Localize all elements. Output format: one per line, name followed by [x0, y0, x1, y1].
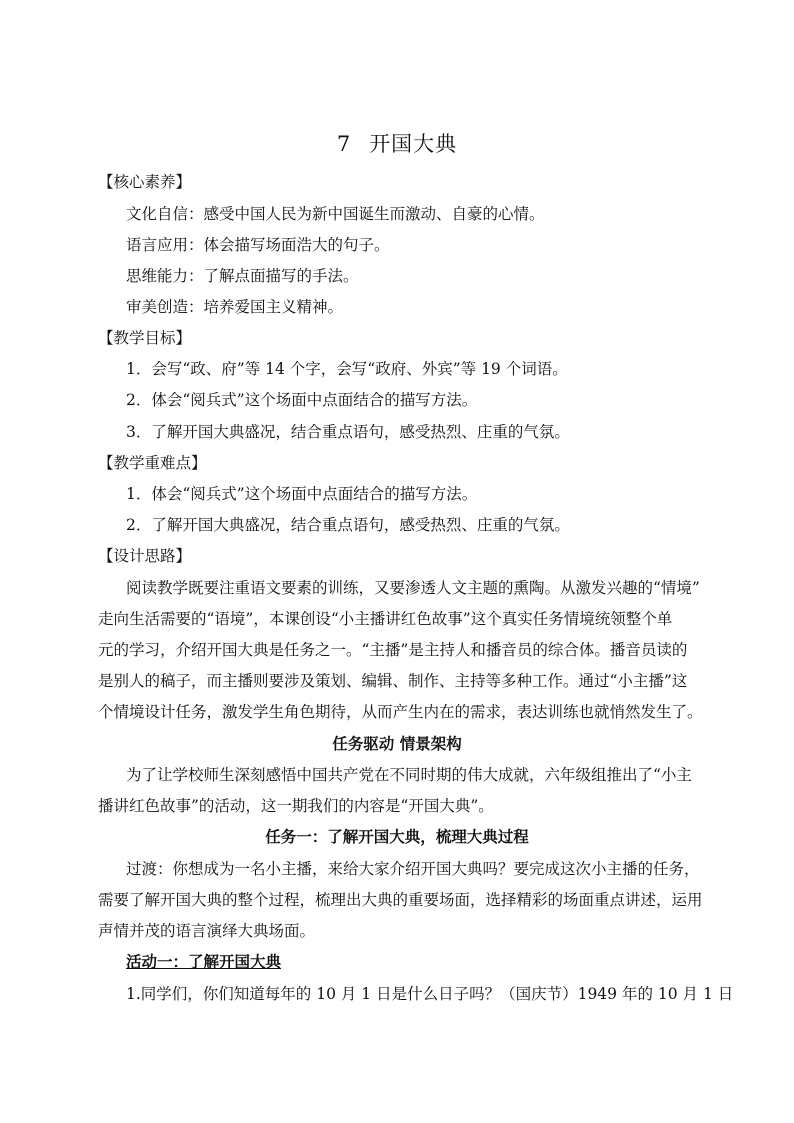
section-heading-core: 【核心素养】 — [98, 173, 192, 191]
core-item: 思维能力：了解点面描写的手法。 — [126, 267, 359, 285]
section-heading-keypoints: 【教学重难点】 — [98, 454, 207, 472]
activity1-heading: 活动一：了解开国大典 — [126, 952, 282, 971]
task1-line: 需要了解开国大典的整个过程，梳理出大典的重要场面，选择精彩的场面重点讲述，运用 — [98, 891, 703, 909]
goal-item: 3．了解开国大典盛况，结合重点语句，感受热烈、庄重的气氛。 — [126, 423, 570, 441]
design-line: 阅读教学既要注重语文要素的训练，又要渗透人文主题的熏陶。从激发兴趣的“情境” — [126, 579, 700, 597]
design-line: 走向生活需要的“语境”，本课创设“小主播讲红色故事”这个真实任务情境统领整个单 — [98, 610, 673, 628]
section-heading-goals: 【教学目标】 — [98, 329, 192, 347]
core-item: 审美创造：培养爱国主义精神。 — [126, 298, 344, 316]
task-drive-line: 播讲红色故事”的活动，这一期我们的内容是“开国大典”。 — [98, 797, 494, 815]
task-drive-heading: 任务驱动 情景架构 — [332, 734, 462, 753]
keypoint-item: 2．了解开国大典盛况，结合重点语句，感受热烈、庄重的气氛。 — [126, 516, 570, 534]
task1-heading: 任务一：了解开国大典，梳理大典过程 — [265, 827, 529, 846]
keypoint-item: 1．体会“阅兵式”这个场面中点面结合的描写方法。 — [126, 485, 478, 503]
core-item: 文化自信：感受中国人民为新中国诞生而激动、自豪的心情。 — [126, 205, 545, 223]
task1-line: 声情并茂的语言演绎大典场面。 — [98, 922, 316, 940]
design-line: 是别人的稿子，而主播则要涉及策划、编辑、制作、主持等多种工作。通过“小主播”这 — [98, 672, 688, 690]
lesson-number: 7 — [336, 132, 352, 156]
lesson-title-text: 开国大典 — [369, 132, 458, 156]
design-line: 元的学习，介绍开国大典是任务之一。“主播”是主持人和播音员的综合体。播音员读的 — [98, 641, 688, 659]
lesson-title — [0, 128, 794, 158]
section-heading-design: 【设计思路】 — [98, 547, 192, 565]
task1-line: 过渡：你想成为一名小主播，来给大家介绍开国大典吗？要完成这次小主播的任务， — [126, 860, 700, 878]
goal-item: 2．体会“阅兵式”这个场面中点面结合的描写方法。 — [126, 391, 478, 409]
task-drive-line: 为了让学校师生深刻感悟中国共产党在不同时期的伟大成就，六年级组推出了“小主 — [126, 766, 692, 784]
design-line: 个情境设计任务，激发学生角色期待，从而产生内在的需求，表达训练也就悄然发生了。 — [98, 703, 703, 721]
core-item: 语言应用：体会描写场面浩大的句子。 — [126, 236, 390, 254]
activity1-line: 1.同学们，你们知道每年的 10 月 1 日是什么日子吗？（国庆节）1949 年的 10 月 1 日 — [126, 985, 734, 1003]
goal-item: 1．会写“政、府”等 14 个字，会写“政府、外宾”等 19 个词语。 — [126, 360, 568, 378]
